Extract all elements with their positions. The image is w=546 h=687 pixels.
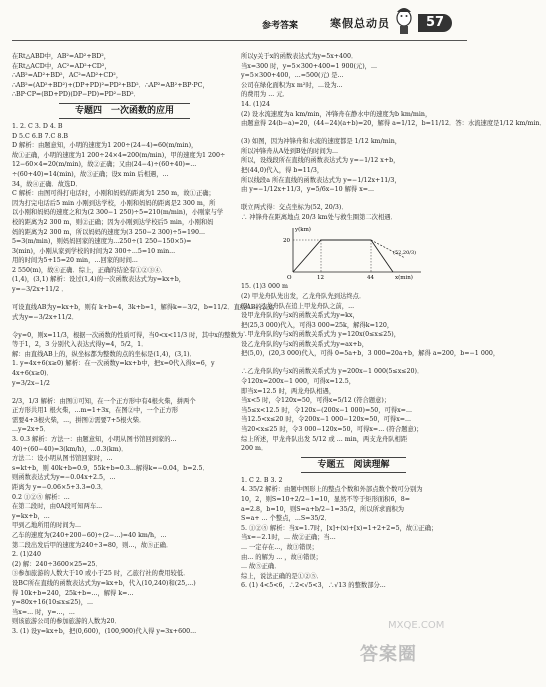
graph-svg — [281, 224, 431, 280]
text-line: 综上，说法正确的是①②⑤． — [241, 572, 323, 580]
text-line: 3(min)，小刚从家到学校的时间为2 300÷...5=10 min... — [12, 247, 176, 255]
text-line: S=a+ ... 个整点，...S=35/2． — [241, 515, 331, 523]
text-line: 的费用为 ... 元． — [241, 91, 289, 99]
point-label: (52,20/3) — [393, 250, 417, 257]
text-line: y=5×300+400，...=500(元) 是... — [241, 72, 344, 80]
text-line: 公司在绿化面积为x m²时，...设为... — [241, 81, 343, 89]
text-line: s=kt+b，则 40k+b=0.9，55k+b=0.3...解得k=−0.04，b=2.5． — [12, 464, 209, 472]
text-line: a=2.8，b=10，则S=a+b/2−1=35/2，所以所求面积为 — [241, 505, 405, 513]
text-line: y=80x+16(10≤x≤25)，... — [12, 599, 94, 607]
watermark: 答案圈 — [360, 644, 417, 665]
text-line: 40)÷(60−40)=3(km/h)，...0.3(km)． — [12, 445, 128, 453]
text-line: ∴甲龙舟队的y与x的函数关系式为 y=120x(0≤x≤25)， — [241, 331, 401, 339]
text-line: 5. ①②⑤ 解析：当x=1.7时，[x]+(x)+[x)=1+2+2=5，故①正确； — [241, 524, 438, 532]
text-line: 令y=0，则x=11/3，根据一次函数的性质可得，当0<x<11/3 时，其中x的整数为 — [12, 331, 244, 339]
text-line: (2) 甲龙舟队先出发，乙龙舟队先到达终点． — [241, 292, 366, 300]
text-line: 由... 的解为 ... ，故④错误； — [241, 553, 322, 561]
text-line: 乙车的速度为(240+200−60)÷(2−...)=40 km/h，... — [12, 531, 167, 539]
text-line: 得 10k+b=240，25k+b=...，解得 k=... — [12, 589, 134, 597]
x-axis-label: x(min) — [395, 275, 413, 282]
text-line: 2 550(m)，故④正确．综上，正确的结论有①②③④． — [12, 266, 167, 274]
text-line: 把(44,0)代入，得 b=11/3， — [241, 166, 324, 174]
text-line: ... 故⑤正确． — [241, 563, 281, 571]
text-line: 3. 0.3 解析：方法一：由题意知，小明从图书馆回到家的... — [12, 436, 177, 443]
text-line: 在第二段时，由0A段可知两车... — [12, 503, 103, 511]
text-line: 当20<x≤25 时，令3 000−120x=50，可得x=... (符合题意)； — [241, 426, 423, 434]
mascot-icon — [392, 4, 416, 36]
header-brand: 寒假总动员 — [330, 17, 390, 30]
text-line: 1. C 2. B 3. 2 — [241, 476, 283, 484]
watermark-sub: MXQE.COM — [388, 620, 445, 631]
text-line: C 解析：由图可得打电话时，小刚和妈妈的距离为1 250 m，故①正确； — [12, 190, 215, 198]
text-line: (3) 如图，因为冲锋舟和水流的速度都是 1/12 km/min， — [241, 138, 402, 146]
text-line: 解：由直线AB上的，纵坐标都为整数的点的坐标是(1,4)，(3,1)． — [12, 350, 196, 358]
text-line: (1,4)，(3,1) 解析：设过(1,4)的一次函数表达式为y=kx+b， — [12, 276, 186, 284]
text-line: (2) 设水流速度为a km/min，冲锋舟在静水中的速度为b km/min， — [241, 110, 432, 118]
text-line: 校的距离为2 300 m，则②正确；因为小刚到达学校后5 min，小刚和妈 — [12, 218, 214, 226]
text-line: 设BC所在直线的函数表达式为y=kx+b，代入(10,240)和(25,...) — [12, 579, 196, 587]
text-line: 妈的距离为2 300 m，所以妈妈的速度为(3 250−2 300)÷5=190... — [12, 228, 205, 236]
text-line: 在Rt△ABD中，AB²=AD²+BD²， — [12, 53, 111, 60]
text-line: 即当x=12.5 时，两龙舟队相遇， — [241, 387, 336, 395]
text-line: ... 一定存在...，故③错误； — [241, 543, 318, 551]
text-line: 因为打完电话后5 min 小刚到达学校，小刚和妈妈的距离是2 300 m，所 — [12, 199, 216, 207]
text-line: 故①正确，小明的速度为1 200÷24×4=200(m/min)，甲的速度为1 200÷ — [12, 151, 226, 159]
text-line: 设乙龙舟队的y与x的函数关系式为y=ax+b， — [241, 340, 369, 348]
text-line: (2) 解：240÷3600×25=25． — [12, 560, 102, 568]
y-axis-label: y(km) — [295, 227, 311, 234]
text-line: 由题意得 24(b−a)=20，(44−24)(a+b)=20，解得 a=1/12，b=11/12．答：水流速度是1/12 km/min． — [241, 120, 546, 128]
text-line: 4. 35/2 解析：由题中图形上的整点个数和外部点数个数可分别为 — [241, 486, 423, 494]
text-line: ③参加旅游的人数大于10 或小于25 时，乙旅行社的费用较低． — [12, 570, 190, 578]
text-line: y=3/2x−1/2 — [12, 379, 50, 387]
text-line: 14. (1)24 — [241, 100, 270, 108]
y-tick-label: 20 — [283, 238, 290, 245]
text-line: 正方形共用1 根火柴，...m=1+3x，在图②中，一个正方形 — [12, 407, 179, 415]
distance-time-graph — [241, 224, 466, 280]
text-line: 则该旅游公司的参加旅游的人数为20． — [12, 618, 121, 626]
section-heading: 专题五 阅读理解 — [241, 457, 466, 473]
text-line: 设甲龙舟队的y与x的函数关系式为y=kx， — [241, 312, 359, 320]
section-heading: 专题四 一次函数的应用 — [12, 103, 237, 119]
graph-line — [293, 240, 393, 272]
text-line: y=kx+b，... — [12, 512, 50, 520]
text-line: 5=3(m/min)，则妈妈回家的速度为...250÷(1 250−150×5)= — [12, 238, 192, 246]
text-line: 用的时间为5+15=20 min，...回家的时间... — [12, 257, 138, 265]
text-line: 所以线段a 所在直线的函数表达式为 y=−1/12x+11/3， — [241, 176, 401, 184]
text-line: 2. (1)240 — [12, 551, 41, 559]
text-line: 等于1，2，3 分别代入表达式得y=4，5/2，1． — [12, 341, 148, 349]
page-header — [0, 0, 479, 40]
text-line: ∴AB²=(AD²+BD²)+(DP+PD)²=PD²+BD²．∴AP²=AB²+BP·PC， — [12, 81, 209, 89]
text-line: 12−60×4=20(m/min)，故②正确；又由(24−4)÷(60+40)=... — [12, 161, 197, 169]
text-line: 联立两式得：交点坐标为(52, 20/3)． — [241, 204, 348, 212]
text-line: 当5≤x<12.5 时，令120x−(200x−1 000)=50，可得x=... — [241, 406, 412, 414]
text-line: 0.2 ①②⑤ 解析：... — [12, 493, 70, 501]
text-line: 第二段出发后甲的速度为240÷3=80，则...，故⑤正确． — [12, 541, 173, 549]
text-line: 方法二：设小明从图书馆回家时，... — [12, 455, 113, 463]
text-line: 15. (1)3 000 m — [241, 283, 288, 291]
text-line: 在Rt△ACD中，AC²=AD²+CD²， — [12, 62, 111, 70]
text-line: 需要4+3根火柴，...，拼图②需要7+5根火柴． — [12, 416, 146, 424]
text-line: (3) ... 乙龙舟队在追上甲龙舟队之前，... — [241, 302, 355, 310]
text-line: 6. (1) 4<5<6，∴2<√5<3，∴√13 的整数部分... — [241, 582, 386, 590]
text-line: 可设直线AB为y=kx+b，则有 k+b=4，3k+b=1，解得k=−3/2，b=11/2．直线AB的表达 — [12, 304, 275, 312]
text-line: 所以冲锋舟从A处到B处的时间为... — [241, 147, 339, 155]
text-line: 所以y关于x的函数表达式为y=5x+400． — [241, 53, 358, 60]
x-tick-label: 44 — [367, 275, 374, 282]
text-line: 34，故④正确．故选D． — [12, 180, 82, 188]
text-line: 当x=300 时，y=5×300+400=1 900(元)，... — [241, 62, 377, 70]
text-line: 由 y=−1/12x+11/3，y=5/6x−10 解得 x=... — [241, 186, 375, 194]
text-line: ∴BP·CP=(BD+PD)(DP−PD)=PD²−BD²． — [12, 91, 140, 99]
text-line: 把(5,0)，(20,3 000)代入，可得 0=5a+b，3 000=20a+b，解得 a=200，b=−1 000， — [241, 350, 500, 358]
text-line: 当x=... 时，y=...，... — [12, 608, 75, 616]
text-line: 所以，设线段所在直线的函数表达式为 y=−1/12 x+b， — [241, 157, 400, 165]
text-line: ∴AB²=AD²+BD²，AC²=AD²+CD²， — [12, 72, 123, 80]
text-line: 甲到乙地所用的时间为... — [12, 522, 81, 530]
text-line: ...y=2x+5． — [12, 426, 50, 434]
text-line: 3. (1) 设y=kx+b，把(0,600)，(100,900)代入得 y=3x+600... — [12, 627, 197, 635]
text-line: y=−3/2x+11/2 ． — [12, 286, 68, 294]
right-column — [241, 52, 546, 591]
text-line: 式为y=−3/2x+11/2． — [12, 313, 79, 321]
text-line: 当x<5 时，令120x=50，可得x=5/12 (符合题意)； — [241, 397, 391, 405]
text-line: 把(25,3 000)代入，可得3 000=25k，解得k=120， — [241, 321, 394, 329]
text-line: 200 m． — [241, 445, 268, 453]
x-tick-label: 12 — [317, 275, 324, 282]
text-line: 则函数表达式为y=−0.04x+2.5，... — [12, 474, 116, 482]
text-line: 以小刚和妈妈的速度之和为(2 300−1 250)÷5=210(m/min)，小刚家与学 — [12, 209, 224, 217]
text-line: D 5.C 6.B 7.C 8.B — [12, 132, 68, 140]
text-line: 距离为 y=−0.06×5+3.3=0.3． — [12, 483, 108, 491]
text-line: ∴ 冲锋舟在距离地点 20/3 km处与救生圈第二次相遇． — [241, 213, 397, 221]
text-line: 令120x=200x−1 000，可得x=12.5， — [241, 378, 356, 386]
text-line: D 解析：由题意知，小明的速度为1 200÷(24−4)=60(m/min)， — [12, 142, 198, 150]
text-line: 当12.5<x≤20 时，令200x−1 000−120x=50，可得x=... — [241, 416, 412, 424]
header-rule — [12, 40, 467, 41]
origin-label: O — [287, 275, 292, 282]
text-line: 综上所述，甲龙舟队出发 5/12 或 ... min，两支龙舟队相距 — [241, 435, 408, 443]
header-label: 参考答案 — [262, 21, 299, 31]
text-line: 1. y=4x+6(x≥0) 解析：在一次函数y=kx+b中，把x=0代入得x=6，y — [12, 360, 215, 368]
text-line: 10，2，则S=10+2/2−1=10，显然不等于矩形面积6，8= — [241, 496, 411, 503]
text-line: 2/3，1/3 解析：由图①可知，在一个正方形中有4根火柴，拼两个 — [12, 397, 196, 405]
text-line: ∴乙龙舟队的y与x的函数关系式为 y=200x−1 000(5≤x≤20)． — [241, 368, 424, 376]
text-line: 4x+6(x≥0)． — [12, 370, 53, 378]
text-line: 1. 2. C 3. D 4. B — [12, 122, 63, 130]
text-line: ÷(60+40)=14(min)，故③正确；设x min 后相遇，... — [12, 170, 169, 178]
page-number: 57 — [418, 14, 452, 32]
text-line: 当x=−2.1时，... 故②正确；当... — [241, 534, 336, 542]
